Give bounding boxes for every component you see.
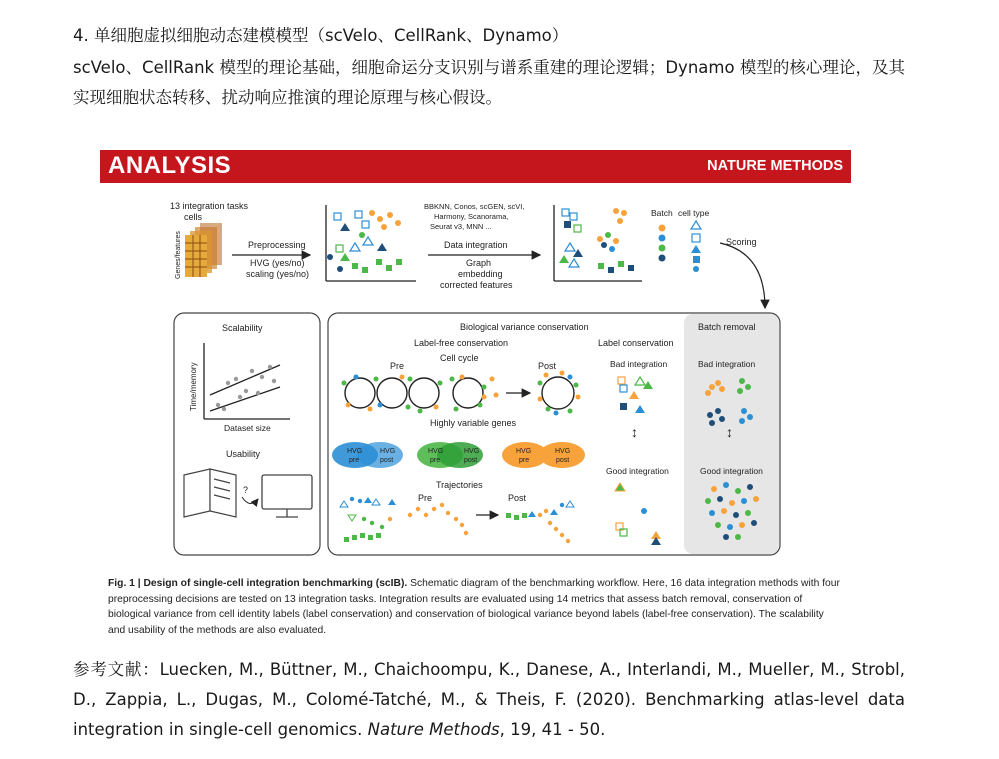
scoring-label: Scoring (726, 237, 757, 247)
methods-label-1: BBKNN, Conos, scGEN, scVI, (424, 202, 525, 211)
svg-text:post: post (556, 457, 570, 464)
svg-text:HVG: HVG (347, 448, 363, 455)
label-cons-title: Label conservation (598, 338, 674, 348)
scalability-title: Scalability (222, 323, 263, 333)
banner-journal-label: NATURE METHODS (707, 158, 843, 174)
legend-celltype-label: cell type (678, 208, 710, 218)
hvg-venn-2 (417, 442, 483, 468)
genes-label: Genes/features (175, 231, 182, 279)
reference-suffix: , 19, 41 - 50. (499, 720, 606, 739)
data-integration-label: Data integration (444, 240, 508, 250)
reference-journal: Nature Methods (367, 720, 500, 739)
cell-cycle-post: Post (538, 361, 557, 371)
label-free-title: Label-free conservation (414, 338, 509, 348)
svg-text:HVG: HVG (516, 448, 532, 455)
section-heading: 4. 单细胞虚拟细胞动态建模模型（scVelo、CellRank、Dynamo） (73, 26, 569, 45)
svg-text:post: post (380, 457, 394, 464)
traj-post-label: Post (508, 493, 527, 503)
integrated-data-scatter (554, 205, 642, 281)
cell-cycle-pre: Pre (390, 361, 405, 371)
tasks-label-1: 13 integration tasks (170, 201, 249, 211)
preprocessing-label: Preprocessing (248, 240, 306, 250)
traj-pre-label: Pre (418, 493, 433, 503)
batch-double-arrow: ↕ (726, 424, 733, 440)
batch-celltype-legend (651, 208, 709, 272)
banner-analysis-label: ANALYSIS (108, 152, 232, 179)
scaling-label: scaling (yes/no) (246, 269, 310, 279)
book-icon (184, 469, 236, 517)
batch-bad-integration: Bad integration (698, 359, 756, 369)
trajectories-title: Trajectories (436, 480, 483, 490)
svg-text:HVG: HVG (428, 448, 444, 455)
hvg-venn-1 (332, 442, 403, 468)
label-bad-integration: Bad integration (610, 359, 668, 369)
caption-text: Schematic diagram of the benchmarking workflow. Here, 16 data integration methods with four preprocessing decisions are tested on 13 integration tasks. Integration results are evaluated using 14 metrics that assess batch removal, conservation of biological variance from cell identity labels (label conservation) and conservation of biological variance beyond labels (label-free conservation). The scalability and usability of the methods are also evaluated. (108, 578, 840, 636)
usability-title: Usability (226, 449, 261, 459)
scoring-arrow (720, 243, 765, 308)
label-double-arrow: ↕ (631, 424, 638, 440)
hvg-genes-title: Highly variable genes (430, 418, 517, 428)
output-corrected-label: corrected features (440, 280, 513, 290)
scalability-ylabel: Time/memory (189, 362, 198, 411)
bio-variance-title: Biological variance conservation (460, 322, 589, 332)
methods-label-2: Harmony, Scanorama, (434, 212, 509, 221)
reference-authors: Luecken, M., Büttner, M., Chaichoompu, K., Danese, A., Interlandi, M., Mueller, M., Strobl, D., Zappia, L., Dugas, M., Colomé-Tatché, M., & Theis, F. (2020). Benchmarking atlas-level data integration in single-cell genomics. (73, 660, 905, 739)
legend-batch-label: Batch (651, 208, 673, 218)
svg-text:HVG: HVG (380, 448, 396, 455)
scalability-panel (174, 313, 320, 555)
svg-text:pre: pre (430, 457, 441, 464)
output-embedding-label: embedding (458, 269, 503, 279)
svg-text:HVG: HVG (464, 448, 480, 455)
batch-good-integration: Good integration (700, 466, 763, 476)
output-graph-label: Graph (466, 258, 492, 268)
raw-data-scatter (326, 205, 416, 281)
svg-text:HVG: HVG (555, 448, 571, 455)
scib-figure (100, 150, 851, 640)
figure-caption (108, 576, 843, 638)
workflow-diagram (100, 183, 851, 603)
cell-cycle-title: Cell cycle (440, 353, 479, 363)
figure-banner (100, 150, 851, 183)
label-good-integration: Good integration (606, 466, 669, 476)
hvg-label: HVG (yes/no) (250, 258, 305, 268)
reference-block (73, 655, 905, 745)
methods-label-3: Seurat v3, MNN ... (430, 222, 492, 231)
expression-matrix-stack (185, 223, 222, 277)
scalability-xlabel: Dataset size (224, 423, 271, 433)
usability-question: ? (243, 485, 249, 495)
svg-text:pre: pre (519, 457, 530, 464)
svg-text:pre: pre (349, 457, 360, 464)
svg-text:post: post (464, 457, 478, 464)
caption-bold: Fig. 1 | Design of single-cell integration benchmarking (scIB). (108, 578, 408, 589)
reference-prefix: 参考文献： (73, 660, 160, 679)
tasks-label-2: cells (184, 212, 203, 222)
batch-removal-title: Batch removal (698, 322, 756, 332)
section-paragraph: scVelo、CellRank 模型的理论基础，细胞命运分支识别与谱系重建的理论逻辑；Dynamo 模型的核心理论，及其实现细胞状态转移、扰动响应推演的理论原理与核心假设。 (73, 58, 905, 107)
